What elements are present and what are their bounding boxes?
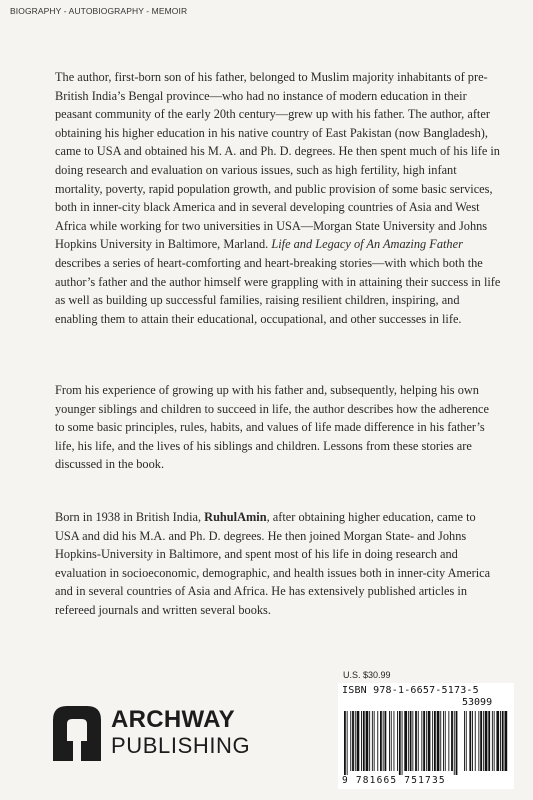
- barcode-addon-bar: [475, 711, 476, 771]
- barcode-addon-bar: [466, 711, 467, 771]
- barcode-bar: [434, 711, 436, 771]
- barcode-bar: [432, 711, 433, 771]
- barcode-bars: [340, 711, 512, 775]
- ean-digits: 9 781665 751735: [342, 775, 446, 786]
- publisher-subname: PUBLISHING: [111, 733, 251, 758]
- barcode-bar: [350, 711, 351, 771]
- barcode-bar: [445, 711, 446, 771]
- bio-text: , after obtaining higher education, came to USA and did his M.A. and Ph. D. degrees. He then joined Morgan State- and Johns Hopkins-University in Baltimore, and spent most of his life in doing research and evaluation in socioeconomic, demographic, and health issues both in inner-city America and in several countries of Asia and Africa. He has extensively published articles in refereed journals and written several books.: [55, 510, 491, 617]
- barcode-bar: [410, 711, 412, 771]
- barcode-bar: [456, 711, 458, 775]
- barcode-bar: [421, 711, 422, 771]
- author-name: RuhulAmin: [204, 510, 267, 524]
- barcode-bar: [361, 711, 362, 771]
- barcode-addon-bar: [480, 711, 482, 771]
- publisher-logo: [53, 706, 253, 761]
- barcode-addon-bar: [464, 711, 465, 771]
- barcode-addon-bar: [505, 711, 508, 771]
- archway-arch-icon: [53, 706, 101, 761]
- barcode-addon-bar: [488, 711, 490, 771]
- barcode-bar: [355, 711, 356, 771]
- barcode-bar: [366, 711, 369, 771]
- barcode-bar: [423, 711, 425, 771]
- barcode-bar: [357, 711, 360, 771]
- barcode-bar: [437, 711, 440, 771]
- barcode-bar: [404, 711, 407, 771]
- barcode-addon-bar: [502, 711, 504, 771]
- bio-text: Born in 1938 in British India,: [55, 510, 205, 524]
- barcode-addon-bar: [469, 711, 471, 771]
- barcode-bar: [352, 711, 354, 771]
- barcode-addon-bar: [472, 711, 473, 771]
- description-text: describes a series of heart-comforting and heart-breaking stories—with which both the author’s father and the author himself were grappling with in attaining their success in life as well as building up successful families, raising resilient children, inspiring, and enabling them to attain their educational, occupational, and other successes in life.: [55, 255, 501, 326]
- barcode-bar: [391, 711, 392, 771]
- barcode-addon-bar: [496, 711, 499, 771]
- barcode-bar: [454, 711, 455, 775]
- barcode-bar: [374, 711, 375, 771]
- barcode-bar: [377, 711, 378, 771]
- barcode-bar: [383, 711, 384, 771]
- category-label: BIOGRAPHY - AUTOBIOGRAPHY - MEMOIR: [10, 6, 188, 16]
- price-label: U.S. $30.99: [343, 670, 391, 680]
- barcode-bar: [443, 711, 444, 771]
- barcode-bar: [402, 711, 403, 775]
- barcode-bar: [415, 711, 417, 771]
- barcode-bar: [408, 711, 409, 771]
- barcode-bar: [394, 711, 395, 771]
- description-text: The author, first-born son of his father, belonged to Muslim majority inhabitants of pre-British India’s Bengal province—who had no instance of modern education in their peasant community of the early 20th century—grew up with his father. The author, after obtaining his higher education in his native country of East Pakistan (now Bangladesh), came to USA and obtained his M. A. and Ph. D. degrees. He then spent much of his life in doing research and evaluation on various issues, such as high fertility, high infant mortality, poverty, rapid population growth, and public provision of some basic services, both in inner-city black America and in several developing countries of Asia and West Africa while working for two universities in USA—Morgan State University and Johns Hopkins University in Baltimore, Marland.: [55, 70, 500, 252]
- book-title: Life and Legacy of An Amazing Father: [271, 237, 463, 252]
- publisher-name: ARCHWAY: [111, 706, 235, 733]
- barcode-addon-bar: [485, 711, 488, 771]
- description-paragraph-2: From his experience of growing up with his father and, subsequently, helping his own younger siblings and children to succeed in life, the author describes how the adherence to some basic principles, rules, habits, and values of life made difference in his father’s life, his life, and the lives of his siblings and children. Lessons from these stories are discussed in the book.: [55, 383, 489, 472]
- barcode-bar: [380, 711, 382, 771]
- barcode-bar: [389, 711, 390, 771]
- barcode-addon-number: 53099: [462, 697, 493, 708]
- barcode-bar: [369, 711, 370, 771]
- barcode-bar: [412, 711, 413, 771]
- barcode-bar: [385, 711, 387, 771]
- barcode-addon-bar: [492, 711, 493, 771]
- barcode-bar: [428, 711, 431, 771]
- barcode-bar: [451, 711, 453, 771]
- description-paragraph-1: [55, 68, 501, 328]
- barcode-addon-bar: [500, 711, 501, 771]
- barcode-bar: [347, 711, 348, 775]
- barcode-bar: [426, 711, 427, 771]
- barcode: [338, 683, 514, 789]
- barcode-bar: [399, 711, 401, 775]
- barcode-addon-bar: [494, 711, 495, 771]
- barcode-addon-bar: [483, 711, 484, 771]
- isbn-text: ISBN 978-1-6657-5173-5: [342, 685, 479, 696]
- barcode-bar: [363, 711, 365, 771]
- barcode-bar: [372, 711, 373, 771]
- barcode-addon-bar: [478, 711, 479, 771]
- barcode-bar: [448, 711, 449, 771]
- barcode-bar: [440, 711, 441, 771]
- barcode-bar: [344, 711, 346, 775]
- barcode-bar: [418, 711, 419, 771]
- author-bio: [55, 508, 501, 620]
- barcode-bar: [397, 711, 398, 771]
